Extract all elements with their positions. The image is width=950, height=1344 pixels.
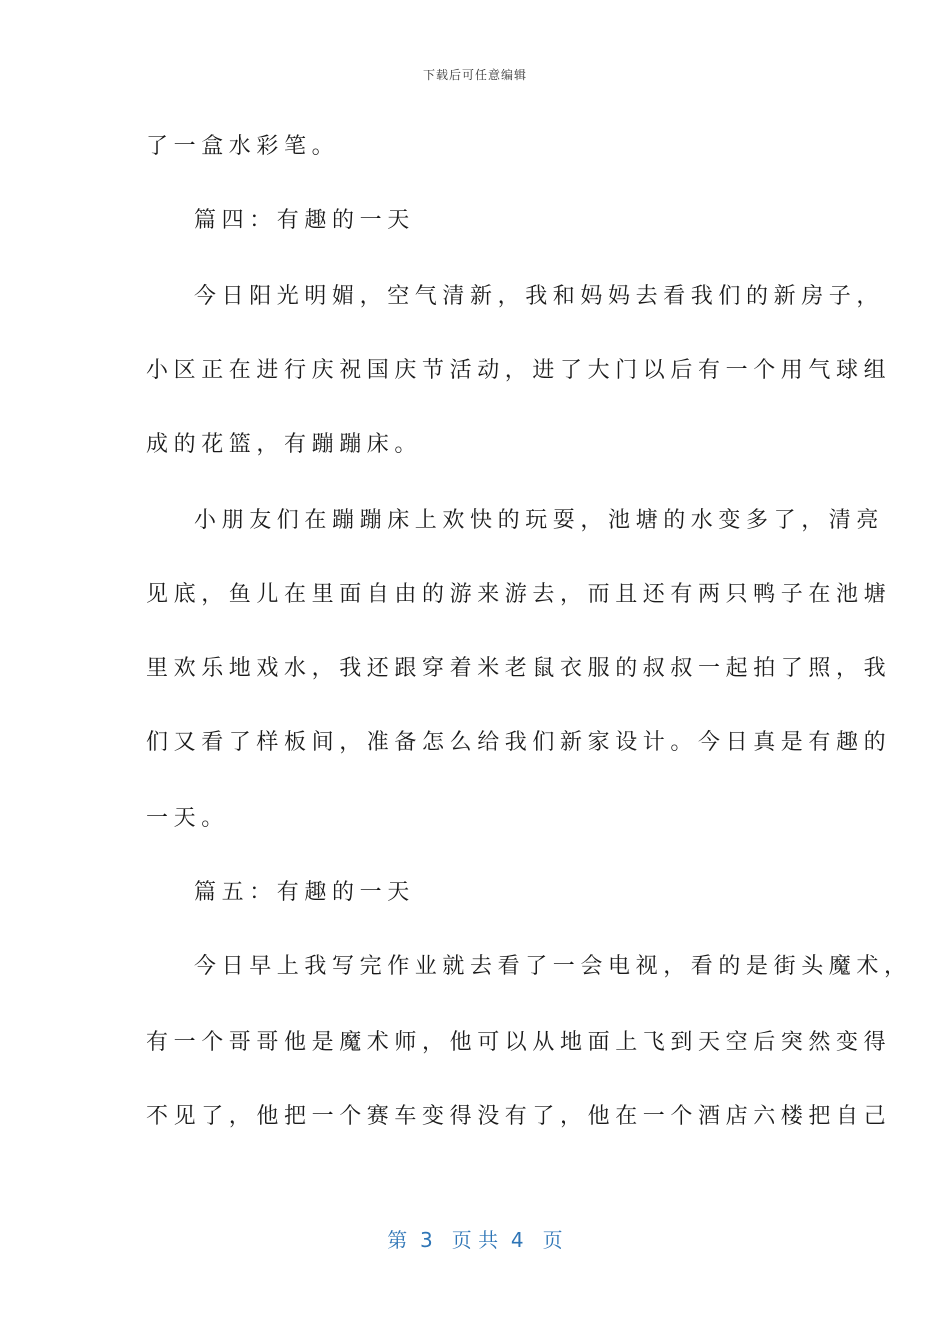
paragraph-line: 不见了，他把一个赛车变得没有了，他在一个酒店六楼把自己 xyxy=(146,1104,892,1129)
paragraph-line: 里欢乐地戏水，我还跟穿着米老鼠衣服的叔叔一起拍了照，我 xyxy=(146,656,892,681)
page-footer: 第 3 页 共 4 页 xyxy=(387,1228,563,1252)
paragraph-line: 见底，鱼儿在里面自由的游来游去，而且还有两只鸭子在池塘 xyxy=(146,582,892,607)
paragraph-line: 了一盒水彩笔。 xyxy=(146,134,340,159)
paragraph-line: 成的花篮，有蹦蹦床。 xyxy=(146,432,423,457)
section-heading: 篇五：有趣的一天 xyxy=(194,880,415,905)
page-header: 下载后可任意编辑 xyxy=(422,68,527,82)
section-heading: 篇四：有趣的一天 xyxy=(194,208,415,233)
paragraph-line: 有一个哥哥他是魔术师，他可以从地面上飞到天空后突然变得 xyxy=(146,1030,892,1055)
paragraph-line: 小区正在进行庆祝国庆节活动，进了大门以后有一个用气球组 xyxy=(146,358,892,383)
paragraph-line: 今日阳光明媚，空气清新，我和妈妈去看我们的新房子， xyxy=(194,284,885,309)
paragraph-line: 们又看了样板间，准备怎么给我们新家设计。今日真是有趣的 xyxy=(146,730,892,755)
paragraph-line: 小朋友们在蹦蹦床上欢快的玩耍，池塘的水变多了，清亮 xyxy=(194,508,885,533)
paragraph-line: 今日早上我写完作业就去看了一会电视，看的是街头魔术， xyxy=(194,954,912,979)
paragraph-line: 一天。 xyxy=(146,806,229,831)
